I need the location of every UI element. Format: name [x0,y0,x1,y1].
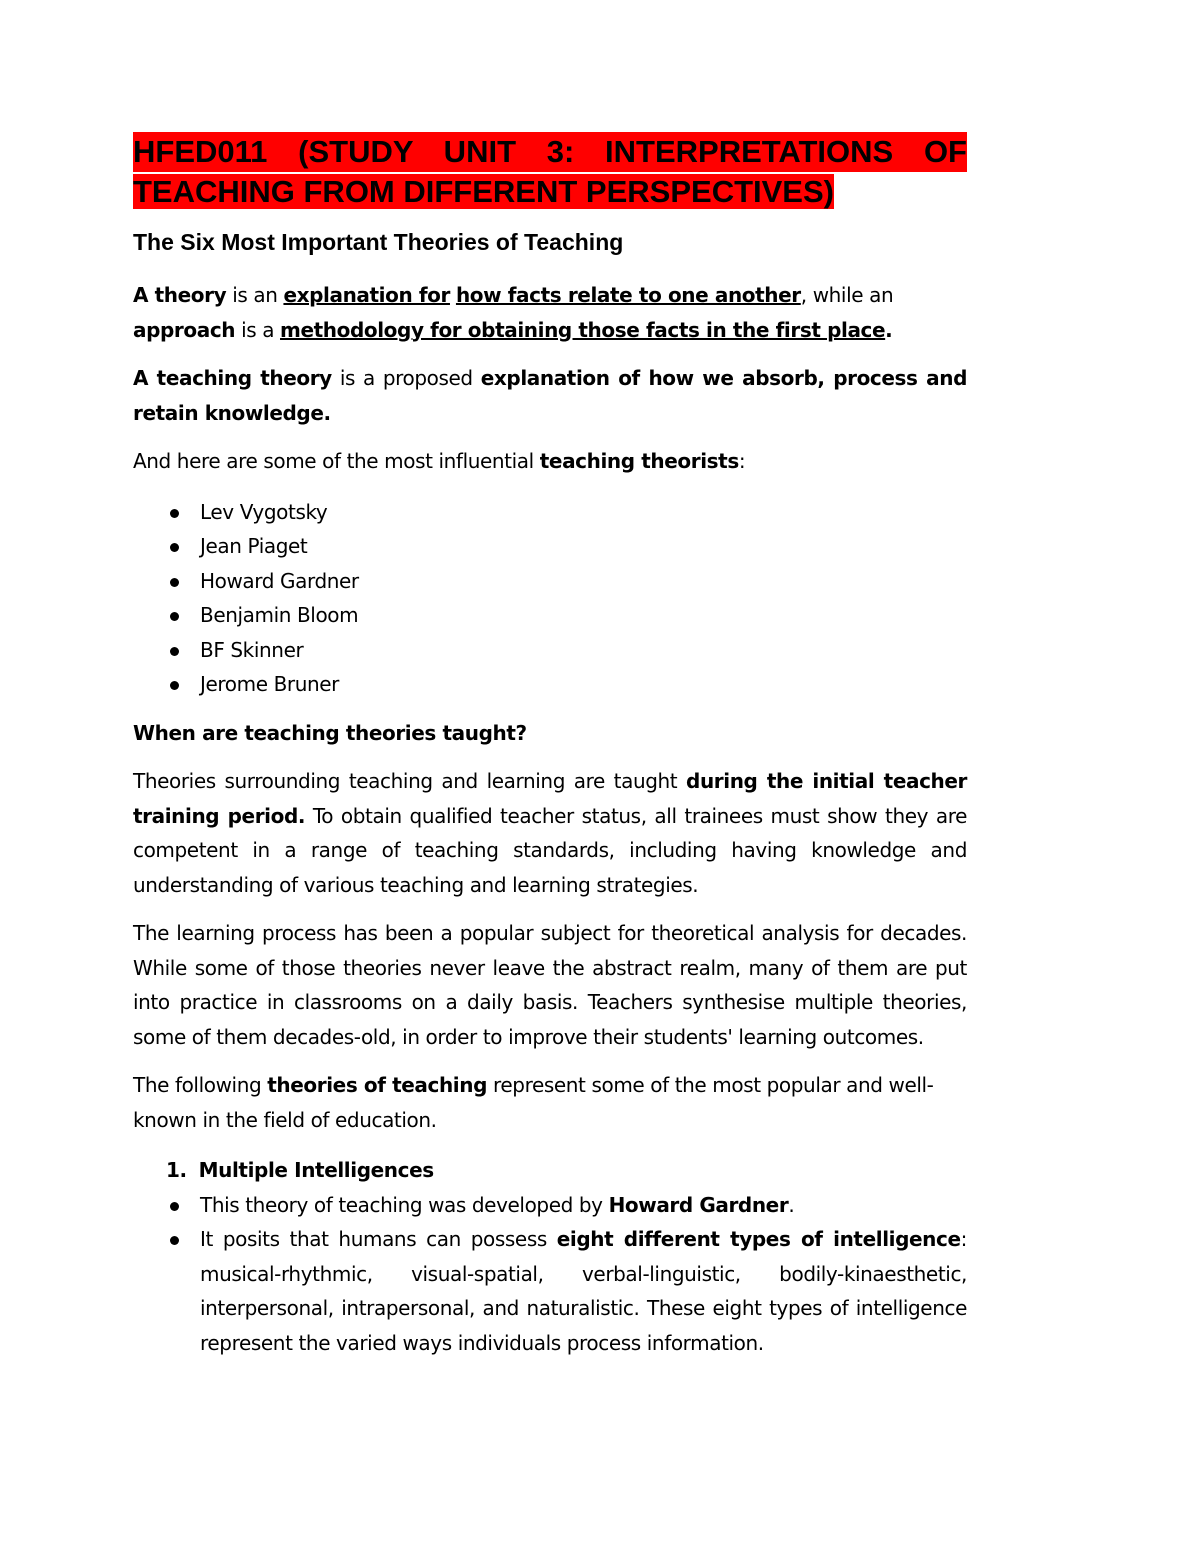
theorists-list [133,495,967,702]
when-heading: When are teaching theories taught? [133,720,527,745]
following-paragraph: The following theories of teaching represent some of the most popular and well-known in the field of education. [133,1073,934,1132]
list-item: BF Skinner [133,633,967,668]
section1-bullets [133,1188,967,1361]
theorists-intro: And here are some of the most influential teaching theorists: [133,449,746,473]
document-page [133,132,967,1360]
list-item: Howard Gardner [133,564,967,599]
section-heading: 1. Multiple Intelligences [166,1158,434,1182]
list-item: Lev Vygotsky [133,495,967,530]
when-paragraph: Theories surrounding teaching and learning are taught during the initial teacher training period. To obtain qualified teacher status, all trainees must show they are competent in a range of teaching standards, including having knowledge and understanding of various teaching and learning strategies. [133,769,967,897]
theory-definition-paragraph: A theory is an explanation for how facts relate to one another, while an approach is a methodology for obtaining those facts in the first place. [133,283,894,342]
learning-process-paragraph: The learning process has been a popular subject for theoretical analysis for decades. While some of those theories never leave the abstract realm, many of them are put into practice in classrooms on a daily basis. Teachers synthesise multiple theories, some of them decades-old, in order to improve their students' learning outcomes. [133,921,967,1049]
teaching-theory-paragraph: A teaching theory is a proposed explanation of how we absorb, process and retain knowledge. [133,366,968,425]
document-title [133,132,967,212]
list-item: Benjamin Bloom [133,598,967,633]
list-item: Jerome Bruner [133,667,967,702]
list-item: This theory of teaching was developed by Howard Gardner. [133,1188,967,1223]
section-subtitle: The Six Most Important Theories of Teaching [133,229,624,255]
title-line-2: TEACHING FROM DIFFERENT PERSPECTIVES) [133,174,834,209]
list-item: Jean Piaget [133,529,967,564]
list-item: It posits that humans can possess eight different types of intelligence: musical-rhythmic, visual-spatial, verbal-linguistic, bodily-kinaesthetic, interpersonal, intrapersonal, and naturalistic. These eight types of intelligence represent the varied ways individuals process information. [133,1222,967,1360]
theories-numbered-list [133,1153,967,1188]
title-line-1: HFED011 (STUDY UNIT 3: INTERPRETATIONS OF [133,132,967,172]
